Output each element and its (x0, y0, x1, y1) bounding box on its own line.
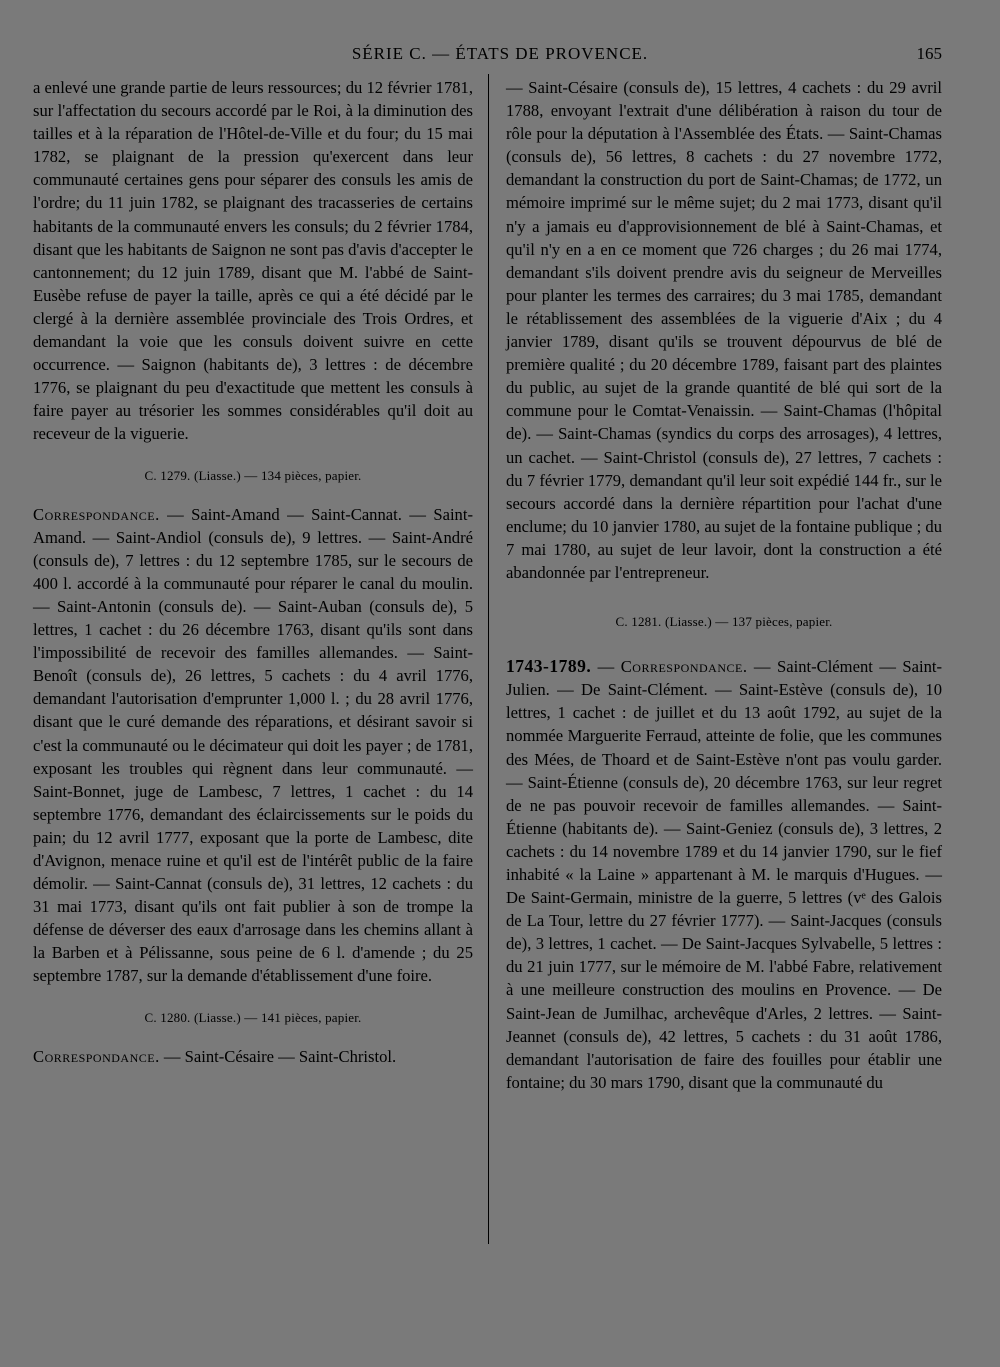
paragraph: — Saint-Césaire (consuls de), 15 lettres, 4 cachets : du 29 avril 1788, envoyant l'extrait d'une délibération à raison du tour de rôle pour la députation à l'Assemblée des États. — Saint-Chamas (consuls de), 56 lettres, 8 cachets : du 27 novembre 1772, demandant la construction du port de Saint-Chamas; de 1772, un mémoire imprimé sur le même sujet; du 2 mai 1773, disant qu'il n'y a jamais eu d'approvisionnement de blé à Saint-Chamas, et qu'il n'y en a en ce moment que 726 charges ; du 26 mai 1774, demandant s'ils doivent prendre avis du seigneur de Merveilles pour planter les termes des carraires; du 3 mai 1785, demandant le rétablissement des assemblées de la viguerie d'Aix ; du 4 janvier 1789, disant qu'ils se trouvent dépourvus de blé de première qualité ; du 20 décembre 1789, faisant part des plaintes du public, au sujet de la grande quantité de blé qui sort de la commune pour le Comtat-Venaissin. — Saint-Chamas (l'hôpital de). — Saint-Chamas (syndics du corps des arrosages), 4 lettres, un cachet. — Saint-Christol (consuls de), 27 lettres, 7 cachets : du 7 février 1779, demandant qu'il leur soit expédié 144 fr., sur le secours accordé dans la dernière répartition pour l'achat d'une enclume; du 10 janvier 1780, au sujet de la fontaine publique ; du 7 mai 1780, au sujet de leur lavoir, dont la construction a été abandonnée par l'entrepreneur. (506, 78, 942, 582)
date-range: 1743-1789. (506, 656, 592, 677)
section-lead: Correspondance. (33, 504, 160, 524)
paragraph (33, 1045, 473, 1068)
paragraph (33, 503, 473, 988)
archive-reference: C. 1279. (Liasse.) — 134 pièces, papier. (144, 467, 362, 483)
paragraph-text: — Saint-Clément — Saint-Julien. — De Saint-Clément. — Saint-Estève (consuls de), 10 lettres, 1 cachet : de juillet et du 13 août 1792, au sujet de la nommée Marguerite Ferraud, atteinte de folie, que les communes des Mées, de Thoard et de Saint-Estève n'ont pas voulu garder. — Saint-Étienne (consuls de), 20 décembre 1763, sur leur regret de ne pas pouvoir recevoir de familles allemandes. — Saint-Étienne (habitants de). — Saint-Geniez (consuls de), 3 lettres, 2 cachets : du 14 novembre 1789 et du 14 janvier 1790, sur le fief inhabité « la Laine » appartenant à M. le marquis d'Hugues. — De Saint-Germain, ministre de la guerre, 5 lettres (vᵉ des Galois de La Tour, lettre du 27 février 1777). — Saint-Jacques (consuls de), 3 lettres, 1 cachet. — De Saint-Jacques Sylvabelle, 5 lettres : du 21 juin 1777, sur le mémoire de M. l'abbé Fabre, relativement à une meilleure construction des moulins en Provence. — De Saint-Jean de Jumilhac, archevêque d'Arles, 2 lettres. — Saint-Jeannet (consuls de), 42 lettres, 5 cachets : du 31 août 1786, demandant l'autorisation de faire des fouilles pour établir une fontaine; du 30 mars 1790, disant que la communauté du (506, 657, 943, 1092)
right-column (506, 76, 942, 1094)
page-number: 165 (916, 44, 942, 63)
section-lead: Correspondance. (620, 657, 748, 677)
page-header (0, 44, 1000, 68)
running-title: SÉRIE C. — ÉTATS DE PROVENCE. (351, 44, 649, 63)
paragraph: 1743-1789. — Correspondance. — Saint-Clément — Saint-Julien. — De Saint-Clément. — Saint-Estève (consuls de), 10 lettres, 1 cachet : de juillet et du 13 août 1792, au sujet de la nommée Marguerite Ferraud, atteinte de folie, que les communes des Mées, de Thoard et de Saint-Estève n'ont pas voulu garder. — Saint-Étienne (consuls de), 20 décembre 1763, sur leur regret de ne pas pouvoir recevoir de familles allemandes. — Saint-Étienne (habitants de). — Saint-Geniez (consuls de), 3 lettres, 2 cachets : du 14 novembre 1789 et du 14 janvier 1790, sur le fief inhabité « la Laine » appartenant à M. le marquis d'Hugues. — De Saint-Germain, ministre de la guerre, 5 lettres (vᵉ des Galois de La Tour, lettre du 27 février 1777). — Saint-Jacques (consuls de), 3 lettres, 1 cachet. — De Saint-Jacques Sylvabelle, 5 lettres : du 21 juin 1777, sur le mémoire de M. l'abbé Fabre, relativement à une meilleure construction des moulins en Provence. — De Saint-Jean de Jumilhac, archevêque d'Arles, 2 lettres. — Saint-Jeannet (consuls de), 42 lettres, 5 cachets : du 31 août 1786, demandant l'autorisation de faire des fouilles pour établir une fontaine; du 30 mars 1790, disant que la communauté du (506, 656, 943, 1092)
paragraph: a enlevé une grande partie de leurs ressources; du 12 février 1781, sur l'affectation du secours accordé par le Roi, à la diminution des tailles et à la réparation de l'Hôtel-de-Ville et du four; du 15 mai 1782, se plaignant de la pression qu'exercent dans leur communauté certaines gens pour séparer des consuls les amis de l'ordre; du 11 juin 1782, se plaignant des tracasseries de certains habitants de la communauté envers les consuls; du 2 février 1784, disant que les habitants de Saignon ne sont pas d'avis d'accepter le cantonnement; du 12 juin 1789, disant que M. l'abbé de Saint-Eusèbe refuse de payer la taille, après ce qui a été décidé par le clergé à la dernière assemblée provinciale des Trois Ordres, et demandant la voie que les consuls doivent suivre en cette occurrence. — Saignon (habitants de), 3 lettres : de décembre 1776, se plaignant du peu d'exactitude que mettent les consuls à faire payer au trésorier les sommes considérables qu'il doit au receveur de la viguerie. (33, 78, 473, 444)
left-column (33, 76, 473, 1068)
archive-reference: C. 1281. (Liasse.) — 137 pièces, papier. (615, 614, 833, 630)
section-lead: Correspondance. (33, 1046, 160, 1066)
paragraph-text: — Saint-Amand — Saint-Cannat. — Saint-Amand. — Saint-Andiol (consuls de), 9 lettres. — Saint-André (consuls de), 7 lettres : du 12 septembre 1785, sur le secours de 400 l. accordé à la communauté pour réparer le canal du moulin. — Saint-Antonin (consuls de). — Saint-Auban (consuls de), 5 lettres, 1 cachet : du 26 décembre 1763, disant qu'ils sont dans l'impossibilité de recevoir des familles allemandes. — Saint-Benoît (consuls de), 26 lettres, 5 cachets : du 4 avril 1776, demandant l'autorisation d'emprunter 1,000 l. ; du 28 avril 1776, disant que le curé demande des réparations, et désirant savoir si c'est la communauté ou le décimateur qui doit les payer ; de 1781, exposant les troubles qui règnent dans leur communauté. — Saint-Bonnet, juge de Lambesc, 7 lettres, 1 cachet : du 14 septembre 1776, demandant des éclaircissements sur le poids du pain; du 12 avril 1777, exposant que la porte de Lambesc, dite d'Avignon, menace ruine et qu'il est de l'intérêt public de la faire démolir. — Saint-Cannat (consuls de), 31 lettres, 12 cachets : du 31 mai 1773, disant qu'ils ont fait publier à son de trompe la défense de déverser des eaux d'arrosage dans les chemins allant à la Barben et à Pélissanne, sous peine de 6 l. d'amende ; du 25 septembre 1787, sur la demande d'établissement d'une foire. (33, 504, 473, 986)
column-divider (488, 74, 489, 1244)
paragraph-text: — Saint-Césaire — Saint-Christol. (159, 1046, 397, 1066)
archive-reference: C. 1280. (Liasse.) — 141 pièces, papier. (144, 1009, 362, 1025)
